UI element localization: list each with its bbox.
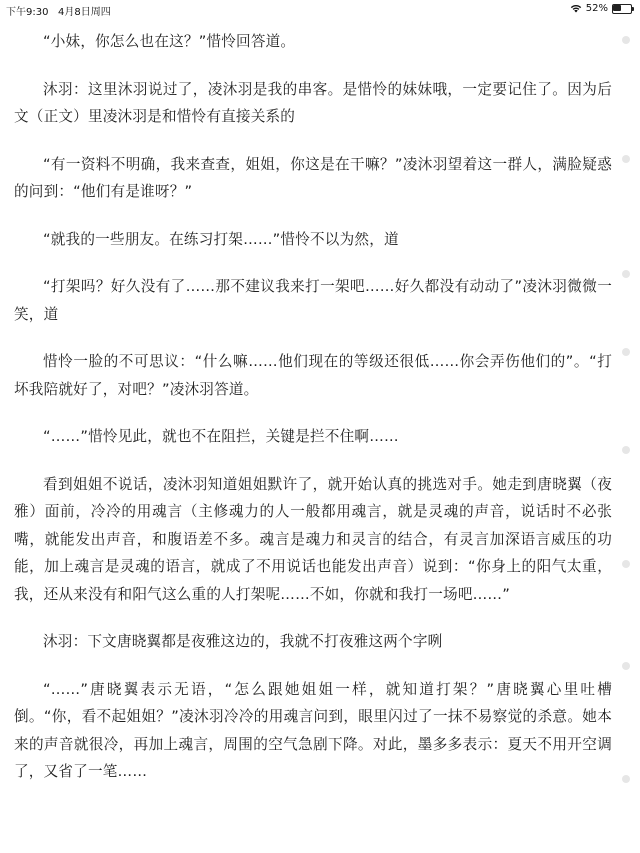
paragraph: 沐羽：下文唐晓翼都是夜雅这边的，我就不打夜雅这两个字咧 <box>43 633 443 650</box>
paragraph: “有一资料不明确，我来查查，姐姐，你这是在干嘛？”凌沐羽望着这一群人，满脸疑惑的问到：“他们有是谁呀？” <box>14 155 612 200</box>
paragraph: “……”惜怜见此，就也不在阻拦，关键是拦不住啊…… <box>43 428 399 445</box>
scroll-dot[interactable] <box>622 36 630 44</box>
status-date: 4月8日周四 <box>58 7 111 18</box>
status-bar <box>0 0 640 18</box>
scroll-dot[interactable] <box>622 348 630 356</box>
scroll-dot[interactable] <box>622 270 630 278</box>
scroll-dot[interactable] <box>622 446 630 454</box>
reading-content <box>14 28 612 806</box>
wifi-icon <box>570 4 582 13</box>
paragraph: 惜怜一脸的不可思议：“什么嘛……他们现在的等级还很低……你会弄伤他们的”。“打坏我陪就好了，对吧？”凌沐羽答道。 <box>14 353 613 398</box>
paragraph: “小妹，你怎么也在这？”惜怜回答道。 <box>43 33 296 50</box>
scroll-dot[interactable] <box>622 662 630 670</box>
scroll-dot[interactable] <box>622 155 630 163</box>
battery-level-fill <box>613 5 621 11</box>
paragraph: “……”唐晓翼表示无语，“怎么跟她姐姐一样，就知道打架？”唐晓翼心里吐槽倒。“你，看不起姐姐？”凌沐羽冷冷的用魂言问到，眼里闪过了一抹不易察觉的杀意。她本来的声音就很冷，再加上魂言，周围的空气急剧下降。对此，墨多多表示：夏天不用开空调了，又省了一笔…… <box>14 680 612 780</box>
paragraph: 看到姐姐不说话，凌沐羽知道姐姐默许了，就开始认真的挑选对手。她走到唐晓翼（夜雅）面前，冷冷的用魂言（主修魂力的人一般都用魂言，就是灵魂的声音，说话时不必张嘴，就能发出声音，和腹语差不多。魂言是魂力和灵言的结合，有灵言加深语言威压的功能，加上魂言是灵魂的语言，就成了不用说话也能发出声音）说到：“你身上的阳气太重，我，还从来没有和阳气这么重的人打架呢……不如，你就和我打一场吧……” <box>14 475 612 603</box>
paragraph: 沐羽：这里沐羽说过了，凌沐羽是我的串客。是惜怜的妹妹哦，一定要记住了。因为后文（正文）里凌沐羽是和惜怜有直接关系的 <box>14 80 612 125</box>
battery-percent: 52% <box>585 3 608 14</box>
paragraph: “就我的一些朋友。在练习打架……”惜怜不以为然，道 <box>43 230 399 248</box>
paragraph: “打架吗？好久没有了……那不建议我来打一架吧……好久都没有动动了”凌沐羽微微一笑，道 <box>14 278 612 323</box>
scroll-dot[interactable] <box>622 775 630 783</box>
page-scroll-indicator[interactable] <box>622 0 634 853</box>
status-time: 下午9:30 <box>6 7 49 18</box>
scroll-dot[interactable] <box>622 560 630 568</box>
